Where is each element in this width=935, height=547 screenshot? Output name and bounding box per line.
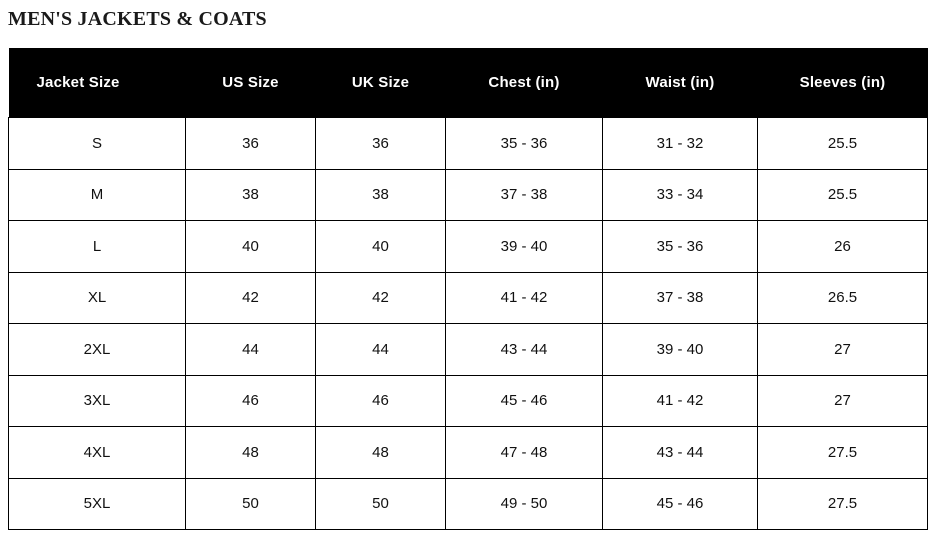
cell-uk-size: 36 [316,118,446,170]
cell-jacket-size: 3XL [9,375,186,427]
cell-sleeves: 25.5 [758,169,928,221]
cell-us-size: 40 [186,221,316,273]
cell-chest: 47 - 48 [446,427,603,479]
size-chart-table [8,48,928,530]
cell-waist: 39 - 40 [603,324,758,376]
column-header-uk-size: UK Size [316,48,446,118]
table-row [9,324,928,376]
cell-sleeves: 26.5 [758,272,928,324]
cell-us-size: 38 [186,169,316,221]
table-row [9,478,928,530]
cell-us-size: 36 [186,118,316,170]
cell-uk-size: 48 [316,427,446,479]
cell-chest: 43 - 44 [446,324,603,376]
cell-uk-size: 44 [316,324,446,376]
cell-waist: 31 - 32 [603,118,758,170]
cell-uk-size: 50 [316,478,446,530]
cell-chest: 37 - 38 [446,169,603,221]
table-row [9,118,928,170]
cell-waist: 41 - 42 [603,375,758,427]
cell-waist: 35 - 36 [603,221,758,273]
cell-jacket-size: 5XL [9,478,186,530]
cell-sleeves: 27 [758,375,928,427]
cell-waist: 33 - 34 [603,169,758,221]
table-row [9,169,928,221]
table-row [9,272,928,324]
cell-sleeves: 27.5 [758,427,928,479]
cell-sleeves: 25.5 [758,118,928,170]
cell-uk-size: 40 [316,221,446,273]
table-row [9,221,928,273]
cell-chest: 41 - 42 [446,272,603,324]
table-header-row [9,48,928,118]
cell-us-size: 50 [186,478,316,530]
cell-jacket-size: 2XL [9,324,186,376]
cell-us-size: 44 [186,324,316,376]
cell-waist: 43 - 44 [603,427,758,479]
table-header [9,48,928,118]
cell-sleeves: 27 [758,324,928,376]
cell-us-size: 46 [186,375,316,427]
cell-jacket-size: XL [9,272,186,324]
column-header-sleeves: Sleeves (in) [758,48,928,118]
column-header-chest: Chest (in) [446,48,603,118]
cell-jacket-size: S [9,118,186,170]
cell-sleeves: 26 [758,221,928,273]
cell-us-size: 48 [186,427,316,479]
cell-uk-size: 38 [316,169,446,221]
cell-waist: 45 - 46 [603,478,758,530]
cell-chest: 39 - 40 [446,221,603,273]
table-body [9,118,928,530]
cell-chest: 49 - 50 [446,478,603,530]
cell-chest: 35 - 36 [446,118,603,170]
cell-jacket-size: L [9,221,186,273]
cell-sleeves: 27.5 [758,478,928,530]
table-row [9,427,928,479]
cell-uk-size: 46 [316,375,446,427]
cell-jacket-size: 4XL [9,427,186,479]
cell-waist: 37 - 38 [603,272,758,324]
cell-jacket-size: M [9,169,186,221]
cell-uk-size: 42 [316,272,446,324]
column-header-waist: Waist (in) [603,48,758,118]
size-chart-table-wrapper [8,48,927,530]
column-header-jacket-size: Jacket Size [9,48,186,118]
cell-us-size: 42 [186,272,316,324]
table-row [9,375,928,427]
cell-chest: 45 - 46 [446,375,603,427]
column-header-us-size: US Size [186,48,316,118]
page-title: MEN'S JACKETS & COATS [8,8,267,30]
